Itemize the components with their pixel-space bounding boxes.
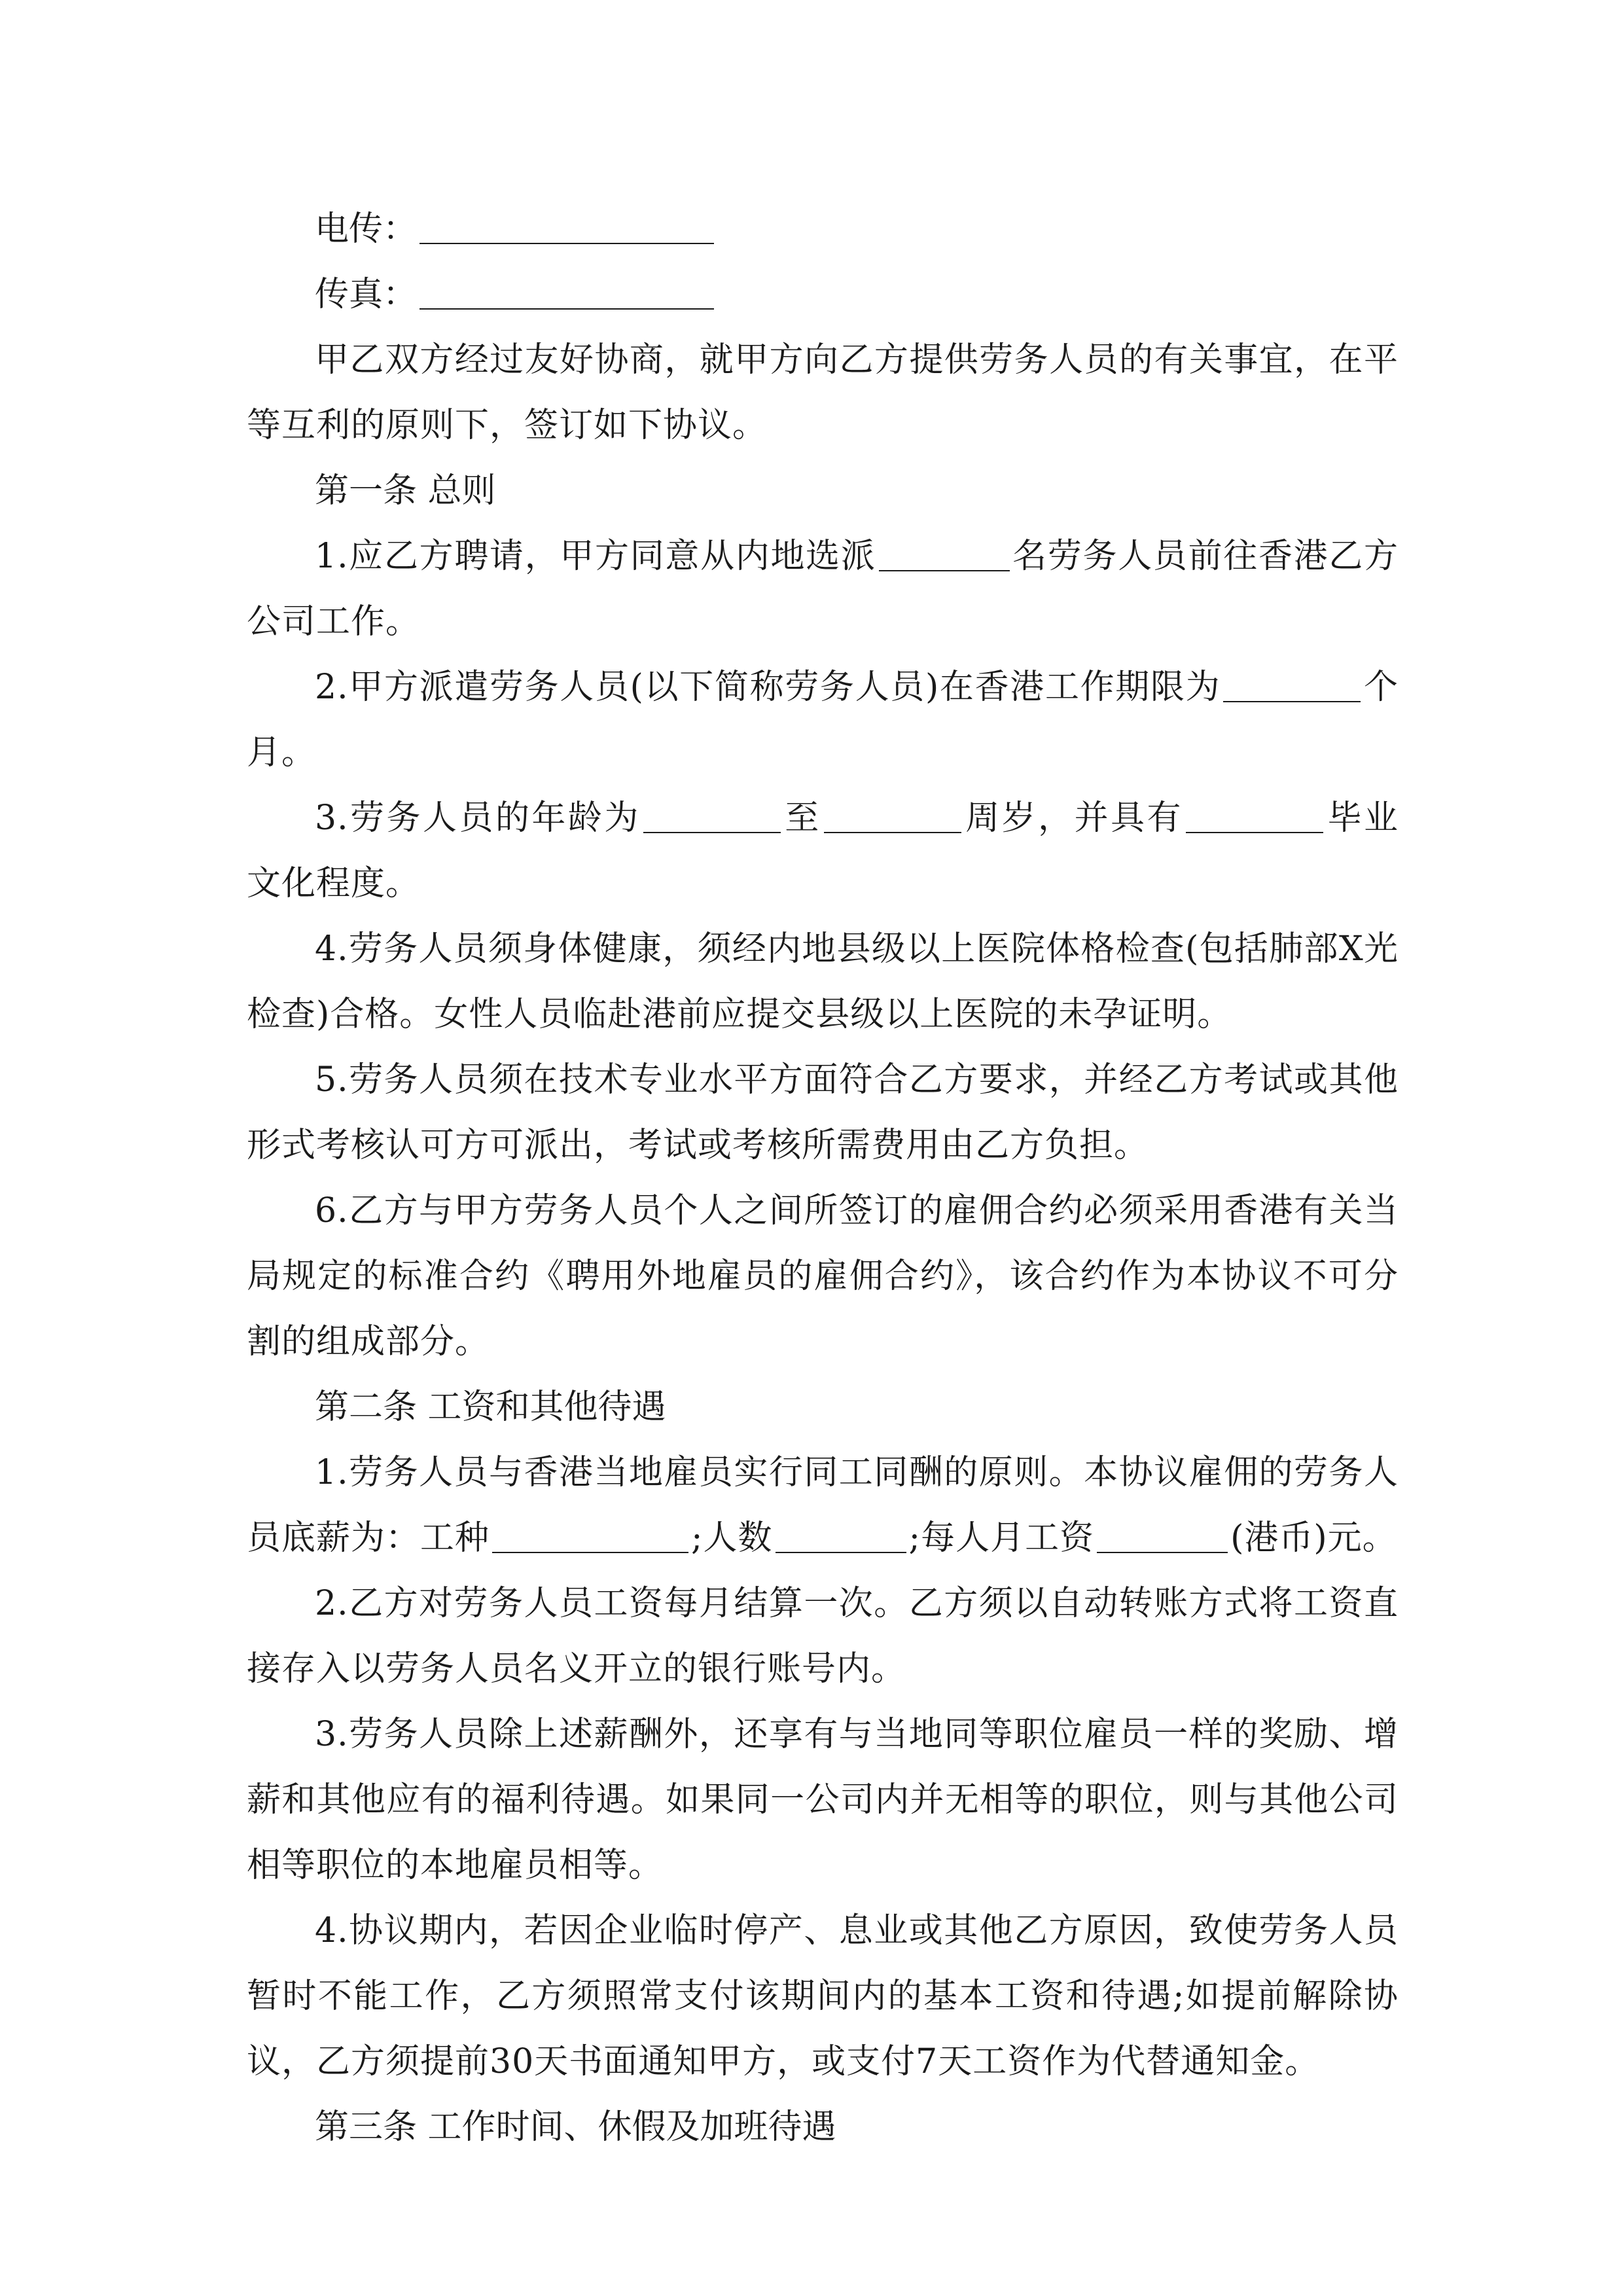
age-min-blank[interactable]	[643, 798, 781, 833]
article1-item1-text-b: 名劳务人员前往香港乙方公司工作。	[247, 537, 1399, 641]
job-type-blank[interactable]	[492, 1518, 688, 1553]
article1-item4: 4.劳务人员须身体健康，须经内地县级以上医院体格检查(包括肺部X光检查)合格。女性人员临赴港前应提交县级以上医院的未孕证明。	[247, 929, 1399, 1034]
article1-item3-text-d: 毕业文化程度。	[247, 798, 1399, 903]
article2-item1-text-a: 1.劳务人员与香港当地雇员实行同工同酬的原则。本协议雇佣的劳务人员底薪为：工种	[247, 1453, 1399, 1558]
article2-item1-text-b: ;人数	[691, 1518, 773, 1558]
fax-field	[247, 262, 1399, 327]
article1-item3-text-a: 3.劳务人员的年龄为	[315, 798, 641, 838]
headcount-blank[interactable]	[776, 1518, 906, 1553]
telex-field	[247, 196, 1399, 262]
intro-paragraph: 甲乙双方经过友好协商，就甲方向乙方提供劳务人员的有关事宜，在平等互利的原则下，签订如下协议。	[247, 340, 1399, 445]
monthly-salary-blank[interactable]	[1097, 1518, 1228, 1553]
article1-item1-text-a: 1.应乙方聘请，甲方同意从内地选派	[315, 537, 876, 576]
age-max-blank[interactable]	[824, 798, 961, 833]
article2-item1-text-d: (港币)元。	[1230, 1518, 1397, 1558]
article1-item3-text-c: 周岁，并具有	[963, 798, 1184, 838]
article1-item3-text-b: 至	[783, 798, 821, 838]
article1-item2-text-a: 2.甲方派遣劳务人员(以下简称劳务人员)在香港工作期限为	[315, 668, 1221, 707]
article1-item1	[247, 524, 1399, 655]
article2-item1-text-c: ;每人月工资	[908, 1518, 1095, 1558]
article1-item5: 5.劳务人员须在技术专业水平方面符合乙方要求，并经乙方考试或其他形式考核认可方可派出，考试或考核所需费用由乙方负担。	[247, 1060, 1399, 1165]
article2-item2: 2.乙方对劳务人员工资每月结算一次。乙方须以自动转账方式将工资直接存入以劳务人员名义开立的银行账号内。	[247, 1584, 1399, 1689]
education-blank[interactable]	[1186, 798, 1323, 833]
fax-label: 传真：	[315, 275, 418, 314]
article1-item6: 6.乙方与甲方劳务人员个人之间所签订的雇佣合约必须采用香港有关当局规定的标准合约《聘用外地雇员的雇佣合约》，该合约作为本协议不可分割的组成部分。	[247, 1191, 1399, 1361]
fax-blank[interactable]	[419, 274, 714, 310]
document-page	[247, 196, 1399, 2160]
article1-title: 第一条 总则	[315, 471, 496, 511]
article2-item4: 4.协议期内，若因企业临时停产、息业或其他乙方原因，致使劳务人员暂时不能工作，乙方须照常支付该期间内的基本工资和待遇;如提前解除协议，乙方须提前30天书面通知甲方，或支付7天工资作为代替通知金。	[247, 1911, 1399, 2081]
article2-item3: 3.劳务人员除上述薪酬外，还享有与当地同等职位雇员一样的奖励、增薪和其他应有的福利待遇。如果同一公司内并无相等的职位，则与其他公司相等职位的本地雇员相等。	[247, 1715, 1399, 1885]
article3-title: 第三条 工作时间、休假及加班待遇	[315, 2108, 836, 2147]
telex-label: 电传：	[315, 209, 418, 249]
article2-title: 第二条 工资和其他待遇	[315, 1388, 666, 1427]
article1-item2	[247, 655, 1399, 785]
article2-item1	[247, 1440, 1399, 1571]
telex-blank[interactable]	[419, 209, 714, 244]
article1-item3	[247, 785, 1399, 916]
article1-item2-text-b: 个月。	[247, 668, 1399, 772]
worker-count-blank[interactable]	[879, 536, 1010, 571]
term-months-blank[interactable]	[1223, 667, 1361, 702]
